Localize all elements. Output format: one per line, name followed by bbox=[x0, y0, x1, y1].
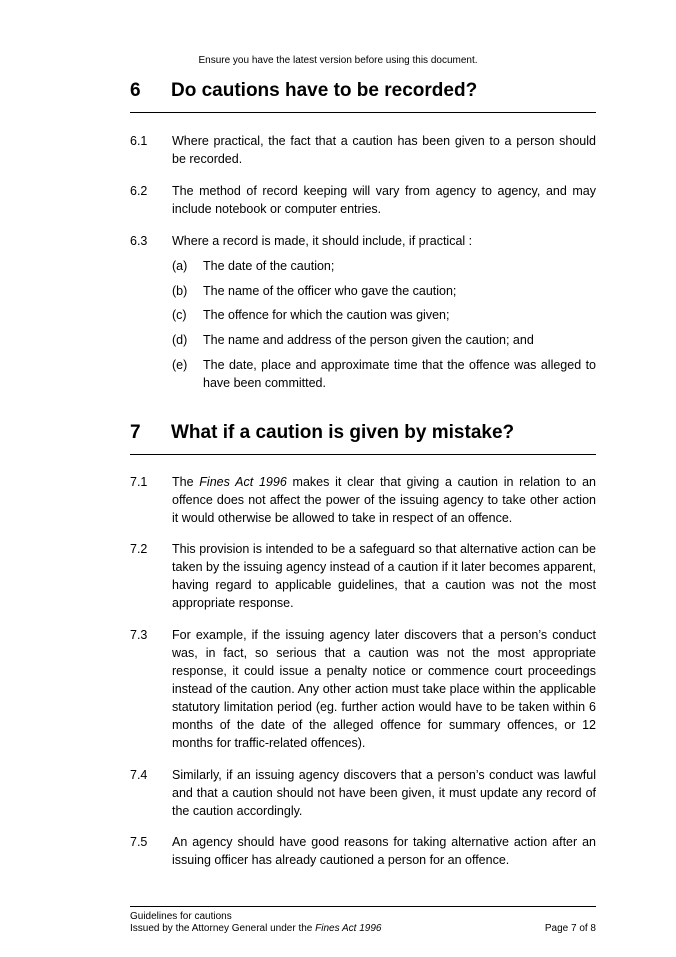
page-footer bbox=[130, 906, 596, 935]
list-text: The date, place and approximate time that the offence was alleged to have been committed. bbox=[203, 358, 596, 390]
para-number: 7.3 bbox=[130, 628, 148, 642]
para-number: 6.3 bbox=[130, 234, 148, 248]
para-text: This provision is intended to be a safeguard so that alternative action can be taken by the issuing agency instead of a caution if it later becomes apparent, having regard to applicable guidelines, that a caution was not the most appropriate response. bbox=[172, 542, 596, 610]
para-6-2 bbox=[130, 182, 596, 218]
list-item-c bbox=[130, 306, 596, 324]
section-7-title: What if a caution is given by mistake? bbox=[171, 422, 515, 443]
section-6-number: 6 bbox=[130, 80, 141, 101]
para-text: Similarly, if an issuing agency discovers that a person’s conduct was lawful and that a caution should not have been given, it must update any record of the caution accordingly. bbox=[172, 768, 596, 818]
section-7 bbox=[130, 422, 596, 455]
act-name: Fines Act 1996 bbox=[199, 475, 287, 489]
para-text: Where practical, the fact that a caution has been given to a person should be recorded. bbox=[172, 134, 596, 166]
para-number: 6.1 bbox=[130, 134, 148, 148]
para-number: 7.2 bbox=[130, 542, 148, 556]
section-6 bbox=[130, 80, 596, 113]
list-item-d bbox=[130, 331, 596, 349]
para-7-3 bbox=[130, 626, 596, 752]
para-text: Where a record is made, it should include, if practical : bbox=[172, 234, 473, 248]
section-7-number: 7 bbox=[130, 422, 141, 443]
list-label: (d) bbox=[172, 333, 188, 347]
section-6-heading bbox=[130, 80, 596, 113]
list-label: (c) bbox=[172, 308, 187, 322]
list-item-e bbox=[130, 356, 596, 392]
section-7-heading bbox=[130, 422, 596, 455]
list-item-a bbox=[130, 257, 596, 275]
para-7-1 bbox=[130, 473, 596, 527]
list-text: The offence for which the caution was given; bbox=[203, 308, 450, 322]
list-text: The name and address of the person given the caution; and bbox=[203, 333, 534, 347]
para-6-1 bbox=[130, 132, 596, 168]
para-number: 7.4 bbox=[130, 768, 148, 782]
para-text: The Fines Act 1996 makes it clear that giving a caution in relation to an offence does not affect the power of the issuing agency to take other action it would otherwise be allowed to take in respect of an offence. bbox=[172, 475, 597, 525]
page-number: Page 7 of 8 bbox=[544, 923, 596, 934]
section-6-title: Do cautions have to be recorded? bbox=[171, 80, 478, 101]
list-label: (a) bbox=[172, 259, 188, 273]
para-number: 6.2 bbox=[130, 184, 148, 198]
list-label: (b) bbox=[172, 284, 188, 298]
para-6-3 bbox=[130, 232, 596, 250]
version-notice: Ensure you have the latest version before using this document. bbox=[198, 55, 478, 66]
para-number: 7.1 bbox=[130, 475, 148, 489]
list-text: The name of the officer who gave the caution; bbox=[203, 284, 457, 298]
para-7-4 bbox=[130, 766, 596, 820]
list-label: (e) bbox=[172, 358, 188, 372]
footer-issued-by: Issued by the Attorney General under the Fines Act 1996 bbox=[130, 923, 382, 934]
para-7-5 bbox=[130, 833, 596, 869]
para-text: The method of record keeping will vary from agency to agency, and may include notebook or computer entries. bbox=[172, 184, 596, 216]
list-item-b bbox=[130, 282, 596, 300]
list-text: The date of the caution; bbox=[203, 259, 335, 273]
para-7-2 bbox=[130, 540, 596, 612]
footer-title: Guidelines for cautions bbox=[130, 911, 232, 922]
para-text: For example, if the issuing agency later discovers that a person’s conduct was, in fact, so serious that a caution was not the most appropriate response, it could issue a penalty notice or commence court proceedings instead of the caution. Any other action must take place within the applicable statutory limitation period (eg. further action would have to be taken within 6 months of the date of the alleged offence for summary offences, or 12 months for traffic-related offences). bbox=[172, 628, 596, 750]
para-text: An agency should have good reasons for taking alternative action after an issuing officer has already cautioned a person for an offence. bbox=[172, 835, 596, 867]
para-number: 7.5 bbox=[130, 835, 148, 849]
